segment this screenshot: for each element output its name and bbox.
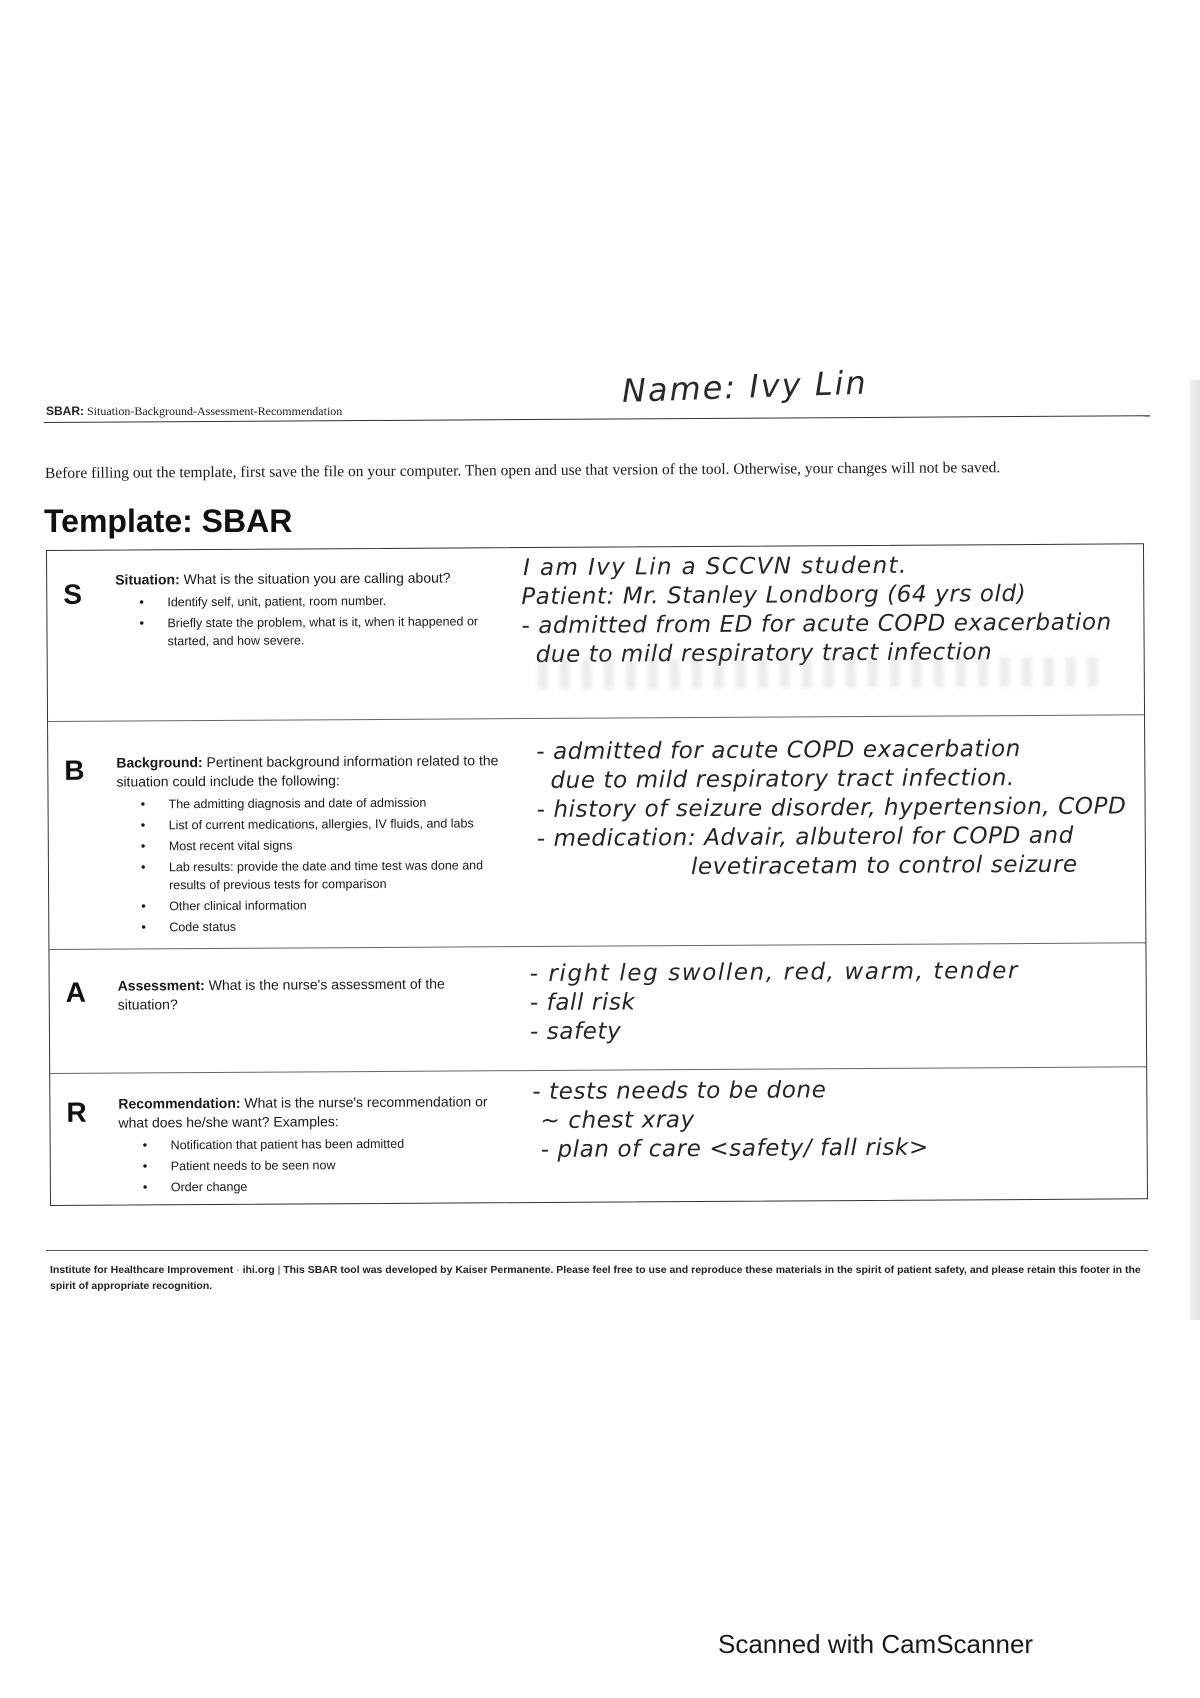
bullet-item: • The admitting diagnosis and date of admission (169, 793, 513, 813)
situation-prompt (115, 568, 495, 653)
footer-org: Institute for Healthcare Improvement (50, 1264, 234, 1276)
row-divider (48, 714, 1144, 722)
footer (50, 1262, 1150, 1294)
camscanner-watermark: Scanned with CamScanner (718, 1629, 1034, 1659)
bullet-item: • Identify self, unit, patient, room number. (167, 591, 495, 611)
template-title: Template: SBAR (44, 503, 293, 539)
response-line: levetiracetam to control seizure (690, 851, 1078, 881)
letter-a: A (65, 976, 87, 1008)
situation-bullets (115, 591, 495, 650)
background-bullets (117, 793, 514, 936)
response-line: - medication: Advair, albuterol for COPD and (536, 822, 1074, 853)
assessment-question: What is the nurse's assessment of the situation? (117, 975, 445, 1013)
footer-sep: · (233, 1264, 243, 1276)
letter-s: S (63, 578, 83, 610)
response-line: due to mild respiratory tract infection. (550, 765, 1016, 794)
handwritten-name: Name: Ivy Lin (621, 363, 869, 410)
bullet-item: • Code status (169, 916, 513, 936)
scan-edge-shadow (1190, 380, 1200, 1320)
response-line: - history of seizure disorder, hypertension, COPD (536, 793, 1127, 824)
erased-pencil-marks (538, 657, 1098, 690)
recommendation-prompt (118, 1092, 511, 1199)
header-label: SBAR: Situation-Background-Assessment-Recommendation (46, 404, 343, 418)
recommendation-bullets (119, 1134, 511, 1196)
bullet-item: • Lab results: provide the date and time test was done and results of previous tests for comparison (169, 856, 513, 894)
letter-r: R (66, 1096, 87, 1128)
situation-response (521, 550, 1112, 670)
background-response (536, 734, 1127, 883)
bullet-item: • Other clinical information (169, 895, 513, 915)
row-divider (50, 1066, 1146, 1074)
response-line: - safety (529, 1018, 622, 1046)
bullet-item: • List of current medications, allergies, IV fluids, and labs (169, 814, 513, 834)
footer-note: This SBAR tool was developed by Kaiser Permanente. Please feel free to use and reproduce these materials in the spirit of patient safety, and please retain this footer in the spirit of appropriate recognition. (50, 1264, 1141, 1292)
response-line: due to mild respiratory tract infection (535, 639, 993, 669)
background-prompt (116, 751, 513, 939)
bullet-item: • Briefly state the problem, what is it, when it happened or started, and how severe. (167, 612, 495, 650)
recommendation-question: What is the nurse's recommendation or what does he/she want? Examples: (118, 1093, 488, 1131)
response-line: - fall risk (529, 989, 636, 1017)
situation-heading: Situation: (115, 571, 180, 588)
instruction-text: Before filling out the template, first save the file on your computer. Then open and use that version of the tool. Otherwise, your changes will not be saved. (44, 459, 1001, 482)
response-line: - admitted for acute COPD exacerbation (536, 736, 1021, 766)
bullet-item: • Notification that patient has been admitted (171, 1134, 511, 1154)
background-heading: Background: (116, 754, 203, 771)
row-divider (49, 942, 1145, 950)
footer-divider (46, 1250, 1148, 1251)
assessment-prompt (118, 974, 488, 1014)
response-line: - right leg swollen, red, warm, tender (529, 958, 1020, 988)
bullet-item: • Most recent vital signs (169, 835, 513, 855)
bullet-item: • Patient needs to be seen now (171, 1155, 511, 1175)
situation-question: What is the situation you are calling about? (179, 569, 451, 588)
assessment-heading: Assessment: (117, 977, 205, 994)
response-line: Patient: Mr. Stanley Londborg (64 yrs old) (521, 581, 1027, 611)
bullet-item: • Order change (171, 1176, 511, 1196)
response-line: ~ chest xray (540, 1107, 695, 1134)
footer-site: ihi.org (242, 1264, 275, 1276)
footer-sep: | (274, 1264, 284, 1276)
background-question: Pertinent background information related to the situation could include the following: (116, 752, 499, 790)
response-line: - plan of care <safety/ fall risk> (540, 1134, 929, 1163)
response-line: I am Ivy Lin a SCCVN student. (523, 552, 908, 582)
assessment-response (530, 957, 1020, 1047)
recommendation-response (532, 1076, 929, 1165)
sbar-table (46, 543, 1148, 1206)
response-line: - admitted from ED for acute COPD exacerbation (521, 609, 1112, 640)
letter-b: B (64, 754, 85, 786)
recommendation-heading: Recommendation: (118, 1094, 241, 1112)
response-line: - tests needs to be done (532, 1077, 827, 1106)
